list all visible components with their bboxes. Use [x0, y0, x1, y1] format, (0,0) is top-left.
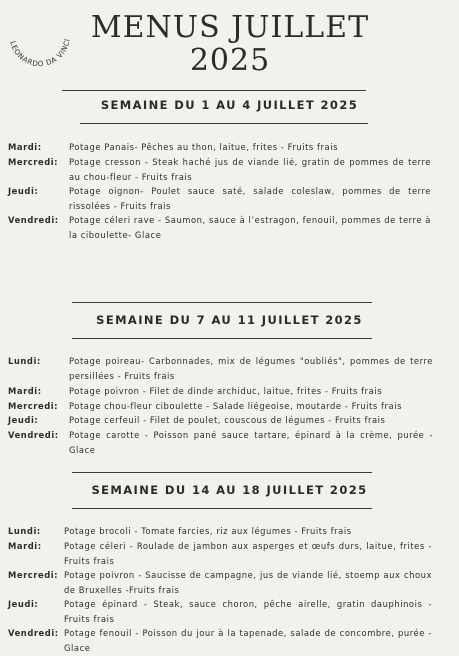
- day-menu: Potage céleri rave - Saumon, sauce à l’estragon, fenouil, pommes de terre à la ciboulette- Glace: [69, 215, 431, 240]
- week-1-bottom-rule: [80, 123, 368, 124]
- day-label: Mardi:: [8, 386, 42, 396]
- week-1-heading: SEMAINE DU 1 AU 4 JUILLET 2025: [100, 98, 359, 112]
- day-menu: Potage carotte - Poisson pané sauce tartare, épinard à la crème, purée - Glace: [69, 430, 433, 455]
- week-2-top-rule: [72, 302, 372, 303]
- day-label: Mardi:: [8, 142, 42, 152]
- school-logo: [2, 2, 72, 72]
- title-line-2: 2025: [189, 43, 271, 78]
- day-menu: Potage cresson - Steak haché jus de viande lié, gratin de pommes de terre au chou-fleur - Fruits frais: [69, 157, 431, 182]
- week-3-bottom-rule: [72, 508, 372, 509]
- day-label: Mardi:: [8, 541, 42, 551]
- day-label: Jeudi:: [8, 415, 39, 425]
- day-menu: Potage poivron - Filet de dinde archiduc, laitue, frites - Fruits frais: [69, 386, 383, 396]
- day-label: Vendredi:: [8, 215, 59, 225]
- day-label: Vendredi:: [8, 430, 59, 440]
- day-label: Lundi:: [8, 356, 41, 366]
- day-menu: Potage cerfeuil - Filet de poulet, couscous de légumes - Fruits frais: [69, 415, 386, 425]
- day-label: Lundi:: [8, 526, 41, 536]
- day-menu: Potage poivron - Saucisse de campagne, jus de viande lié, stoemp aux choux de Bruxelles -Fruits frais: [64, 570, 432, 595]
- page-title: [90, 11, 370, 77]
- title-line-1: MENUS JUILLET: [90, 10, 370, 45]
- day-menu: Potage céleri - Roulade de jambon aux asperges et œufs durs, laitue, frites - Fruits frais: [64, 541, 432, 566]
- day-menu: Potage épinard - Steak, sauce choron, pêche airelle, gratin dauphinois - Fruits frais: [64, 599, 432, 624]
- day-menu: Potage oignon- Poulet sauce saté, salade coleslaw, pommes de terre rissolées - Fruits frais: [69, 186, 431, 211]
- week-2-heading: SEMAINE DU 7 AU 11 JUILLET 2025: [96, 313, 363, 327]
- week-3-top-rule: [72, 472, 372, 473]
- day-label: Jeudi:: [8, 599, 39, 609]
- day-menu: Potage poireau- Carbonnades, mix de légumes "oubliés", pommes de terre persillées - Fruits frais: [69, 356, 433, 381]
- day-label: Jeudi:: [8, 186, 39, 196]
- day-label: Mercredi:: [8, 157, 59, 167]
- day-label: Mercredi:: [8, 401, 59, 411]
- day-menu: Potage brocoli - Tomate farcies, riz aux légumes - Fruits frais: [64, 526, 352, 536]
- logo-text: LEONARDO DA VINCI: [8, 37, 72, 69]
- day-menu: Potage fenouil - Poisson du jour à la tapenade, salade de concombre, purée - Glace: [64, 628, 432, 653]
- svg-text:LEONARDO DA VINCI: [8, 38, 71, 68]
- week-1-top-rule: [62, 90, 366, 91]
- day-menu: Potage Panais- Pêches au thon, laitue, frites - Fruits frais: [69, 142, 339, 152]
- week-3-heading: SEMAINE DU 14 AU 18 JUILLET 2025: [91, 483, 368, 497]
- day-menu: Potage chou-fleur ciboulette - Salade liégeoise, moutarde - Fruits frais: [69, 401, 402, 411]
- week-2-bottom-rule: [72, 338, 372, 339]
- day-label: Vendredi:: [8, 628, 59, 638]
- day-label: Mercredi:: [8, 570, 59, 580]
